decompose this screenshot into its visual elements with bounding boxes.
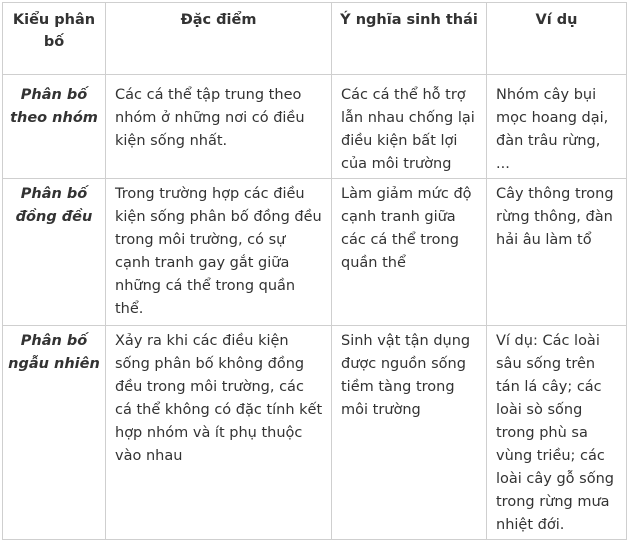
row-example-cell: Nhóm cây bụi mọc hoang dại, đàn trâu rừng, ... xyxy=(487,75,627,179)
row-type-cell: Phân bố ngẫu nhiên xyxy=(3,326,106,540)
row-example-cell: Cây thông trong rừng thông, đàn hải âu làm tổ xyxy=(487,179,627,326)
header-characteristics: Đặc điểm xyxy=(106,3,332,75)
row-meaning-cell: Sinh vật tận dụng được nguồn sống tiềm tàng trong môi trường xyxy=(332,326,487,540)
table-row xyxy=(3,326,627,540)
header-ecological-meaning: Ý nghĩa sinh thái xyxy=(332,3,487,75)
row-feature-cell: Xảy ra khi các điều kiện sống phân bố không đồng đều trong môi trường, các cá thể không có đặc tính kết hợp nhóm và ít phụ thuộc vào nhau xyxy=(106,326,332,540)
table-header-row xyxy=(3,3,627,75)
table-row xyxy=(3,75,627,179)
row-example-cell: Ví dụ: Các loài sâu sống trên tán lá cây; các loài sò sống trong phù sa vùng triều; các loài cây gỗ sống trong rừng mưa nhiệt đới. xyxy=(487,326,627,540)
header-distribution-type: Kiểu phân bố xyxy=(3,3,106,75)
header-example: Ví dụ xyxy=(487,3,627,75)
row-meaning-cell: Các cá thể hỗ trợ lẫn nhau chống lại điều kiện bất lợi của môi trường xyxy=(332,75,487,179)
row-feature-cell: Trong trường hợp các điều kiện sống phân bố đồng đều trong môi trường, có sự cạnh tranh gay gắt giữa những cá thể trong quần thể. xyxy=(106,179,332,326)
distribution-table-container xyxy=(2,2,627,540)
row-type-cell: Phân bố theo nhóm xyxy=(3,75,106,179)
distribution-table xyxy=(2,2,627,540)
table-row xyxy=(3,179,627,326)
row-feature-cell: Các cá thể tập trung theo nhóm ở những nơi có điều kiện sống nhất. xyxy=(106,75,332,179)
row-type-cell: Phân bố đồng đều xyxy=(3,179,106,326)
row-meaning-cell: Làm giảm mức độ cạnh tranh giữa các cá thể trong quần thể xyxy=(332,179,487,326)
